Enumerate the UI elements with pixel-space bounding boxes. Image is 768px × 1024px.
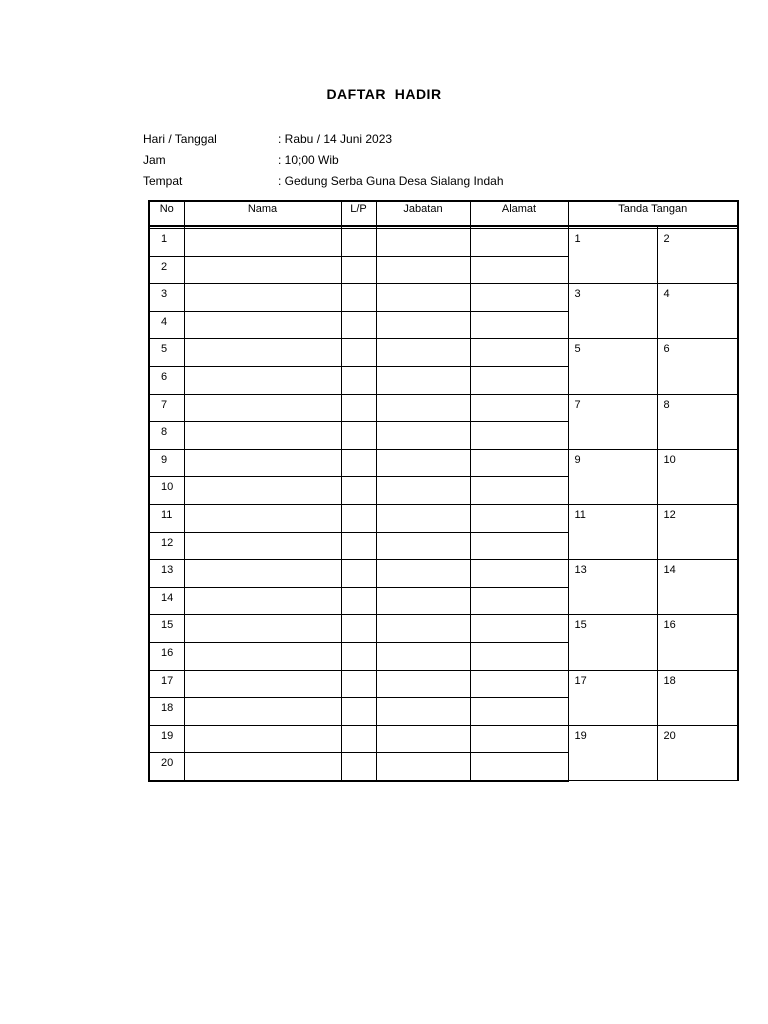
cell-jabatan [376,339,470,367]
signature-cell: 4 [657,284,738,339]
cell-alamat [470,366,568,394]
attendance-table [148,200,739,782]
signature-cell: 2 [657,229,738,284]
cell-lp [341,670,376,698]
row-number: 16 [149,642,184,670]
cell-nama [184,670,341,698]
signature-cell: 16 [657,615,738,670]
signature-cell: 11 [568,504,657,559]
cell-nama [184,725,341,753]
row-number: 8 [149,422,184,450]
row-number: 10 [149,477,184,505]
cell-alamat [470,229,568,257]
cell-jabatan [376,504,470,532]
cell-lp [341,504,376,532]
info-value-time: : 10;00 Wib [278,153,339,167]
cell-lp [341,394,376,422]
cell-jabatan [376,670,470,698]
document-title: DAFTAR HADIR [326,86,442,102]
cell-alamat [470,532,568,560]
cell-jabatan [376,256,470,284]
header-lp: L/P [341,201,376,226]
cell-lp [341,284,376,312]
cell-jabatan [376,753,470,781]
info-label-date: Hari / Tanggal [143,132,217,146]
cell-jabatan [376,477,470,505]
cell-alamat [470,615,568,643]
row-number: 17 [149,670,184,698]
signature-cell: 10 [657,449,738,504]
cell-jabatan [376,394,470,422]
cell-alamat [470,311,568,339]
header-tanda-tangan: Tanda Tangan [568,201,738,226]
cell-nama [184,311,341,339]
cell-alamat [470,753,568,781]
cell-nama [184,366,341,394]
row-number: 19 [149,725,184,753]
cell-alamat [470,394,568,422]
cell-jabatan [376,532,470,560]
table-row [149,339,738,367]
signature-cell: 13 [568,560,657,615]
cell-lp [341,698,376,726]
info-value-date: : Rabu / 14 Juni 2023 [278,132,393,146]
cell-jabatan [376,698,470,726]
cell-alamat [470,477,568,505]
cell-nama [184,394,341,422]
row-number: 4 [149,311,184,339]
cell-nama [184,449,341,477]
cell-lp [341,366,376,394]
cell-jabatan [376,311,470,339]
row-number: 9 [149,449,184,477]
cell-lp [341,560,376,588]
cell-nama [184,753,341,781]
table-row [149,449,738,477]
table-header-row [149,201,738,226]
info-label-place: Tempat [143,174,183,188]
cell-jabatan [376,642,470,670]
signature-cell: 7 [568,394,657,449]
cell-alamat [470,256,568,284]
table-row [149,670,738,698]
cell-alamat [470,284,568,312]
row-number: 1 [149,229,184,257]
row-number: 14 [149,587,184,615]
cell-alamat [470,698,568,726]
table-row [149,560,738,588]
signature-cell: 18 [657,670,738,725]
row-number: 20 [149,753,184,781]
row-number: 11 [149,504,184,532]
cell-alamat [470,339,568,367]
cell-jabatan [376,449,470,477]
table-row [149,504,738,532]
cell-lp [341,449,376,477]
row-number: 7 [149,394,184,422]
signature-cell: 1 [568,229,657,284]
cell-nama [184,477,341,505]
info-value-place: : Gedung Serba Guna Desa Sialang Indah [278,174,504,188]
cell-lp [341,642,376,670]
cell-nama [184,422,341,450]
cell-alamat [470,449,568,477]
row-number: 18 [149,698,184,726]
cell-nama [184,284,341,312]
cell-alamat [470,725,568,753]
cell-jabatan [376,587,470,615]
signature-cell: 17 [568,670,657,725]
cell-jabatan [376,560,470,588]
cell-nama [184,615,341,643]
cell-lp [341,725,376,753]
table-row [149,229,738,257]
cell-lp [341,753,376,781]
cell-lp [341,311,376,339]
cell-lp [341,422,376,450]
cell-jabatan [376,229,470,257]
signature-cell: 19 [568,725,657,781]
row-number: 2 [149,256,184,284]
signature-cell: 20 [657,725,738,781]
cell-alamat [470,422,568,450]
cell-nama [184,256,341,284]
cell-lp [341,587,376,615]
cell-nama [184,339,341,367]
row-number: 12 [149,532,184,560]
header-no: No [149,201,184,226]
cell-jabatan [376,284,470,312]
cell-lp [341,339,376,367]
header-nama: Nama [184,201,341,226]
cell-nama [184,587,341,615]
cell-alamat [470,587,568,615]
cell-lp [341,229,376,257]
cell-lp [341,615,376,643]
table-row [149,284,738,312]
row-number: 15 [149,615,184,643]
info-label-time: Jam [143,153,166,167]
cell-nama [184,698,341,726]
signature-cell: 12 [657,504,738,559]
cell-jabatan [376,615,470,643]
row-number: 3 [149,284,184,312]
cell-nama [184,504,341,532]
cell-jabatan [376,725,470,753]
header-alamat: Alamat [470,201,568,226]
cell-nama [184,532,341,560]
cell-nama [184,642,341,670]
cell-alamat [470,504,568,532]
cell-lp [341,532,376,560]
cell-alamat [470,560,568,588]
cell-jabatan [376,366,470,394]
cell-nama [184,560,341,588]
signature-cell: 15 [568,615,657,670]
signature-cell: 8 [657,394,738,449]
row-number: 5 [149,339,184,367]
signature-cell: 14 [657,560,738,615]
signature-cell: 5 [568,339,657,394]
row-number: 13 [149,560,184,588]
signature-cell: 3 [568,284,657,339]
table-row [149,615,738,643]
signature-cell: 6 [657,339,738,394]
cell-jabatan [376,422,470,450]
cell-lp [341,477,376,505]
row-number: 6 [149,366,184,394]
header-jabatan: Jabatan [376,201,470,226]
cell-alamat [470,670,568,698]
table-row [149,394,738,422]
table-row [149,725,738,753]
signature-cell: 9 [568,449,657,504]
cell-alamat [470,642,568,670]
cell-nama [184,229,341,257]
cell-lp [341,256,376,284]
